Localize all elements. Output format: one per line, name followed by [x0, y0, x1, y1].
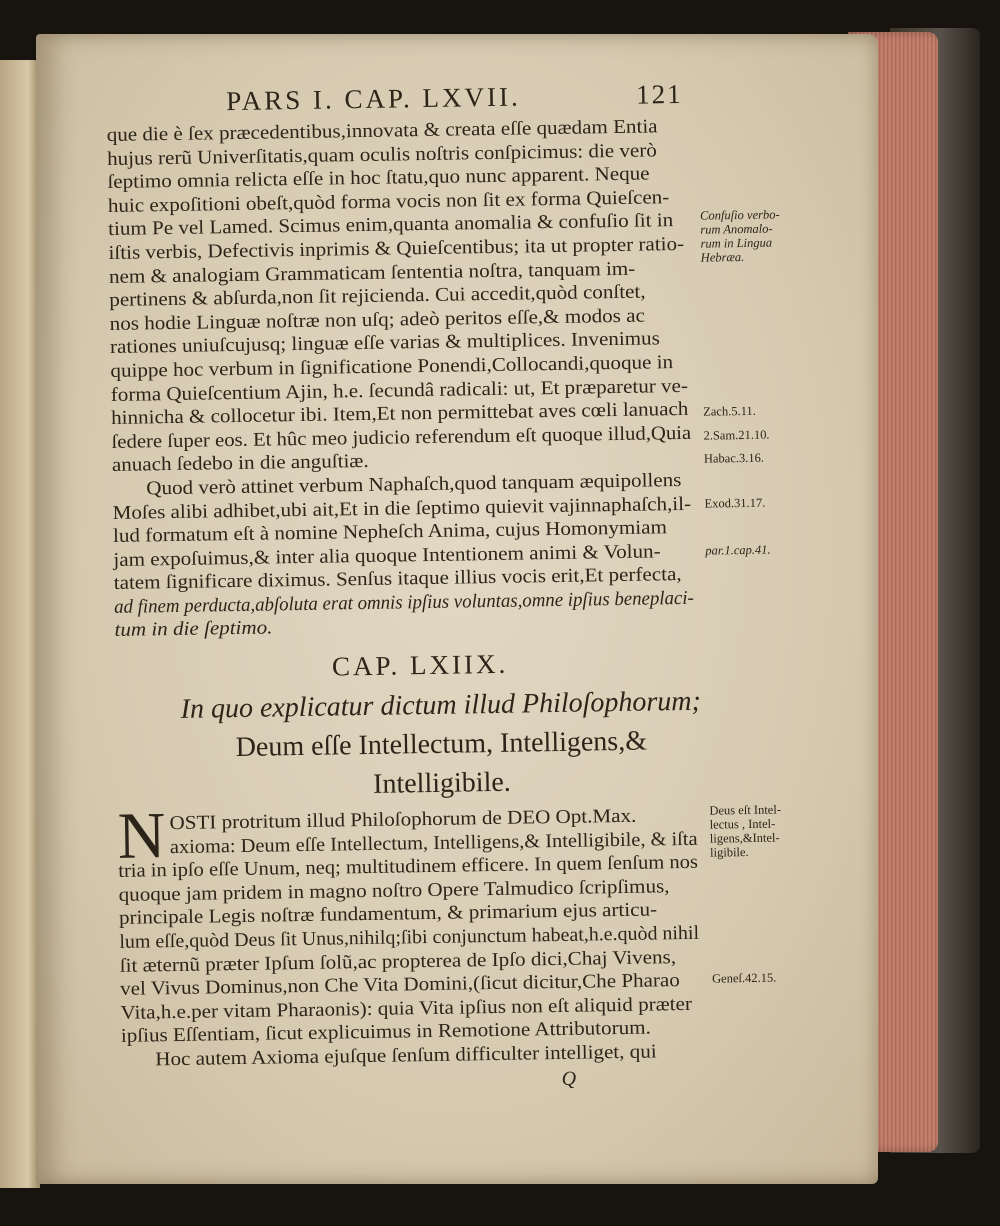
text-line: nos hodie Linguæ noſtræ non uſq; adeò peritos eſſe,& modos ac — [109, 305, 646, 335]
page-text-block — [106, 77, 812, 1102]
paragraph-3 — [117, 799, 811, 1072]
margin-note-sam: 2.Sam.21.10. — [703, 427, 770, 443]
paragraph-1 — [107, 113, 802, 478]
catchword-text: Q — [561, 1067, 577, 1090]
text-line: hujus rerũ Univerſitatis,quam oculis noſtris conſpicimus: die verò — [106, 139, 658, 170]
heading-line-1: In quo explicatur dictum illud Philoſophorum; — [180, 685, 702, 725]
text-line: quoque jam pridem in magno noſtro Opere Talmudico ſcripſimus, — [118, 876, 670, 906]
margin-note-exod: Exod.31.17. — [704, 495, 766, 511]
margin-note-genes: Geneſ.42.15. — [711, 970, 777, 986]
heading-line-2: Deum eſſe Intellectum, Intelligens,& — [235, 725, 648, 764]
text-line: OSTI protritum illud Philoſophorum de DEO Opt.Max. — [169, 805, 637, 835]
previous-page-edge — [0, 60, 40, 1188]
text-line: anuach ſedebo in die anguſtiæ. — [111, 451, 369, 477]
text-line: ſedere ſuper eos. Et hûc meo judicio referendum eſt quoque illud,Quia — [111, 422, 692, 453]
text-line: hinnicha & collocetur ibi. Item,Et non permittebat aves cœli lanuach — [111, 399, 689, 430]
text-line: Hoc autem Axioma ejuſque ſenſum difficulter intelliget, qui — [155, 1041, 657, 1071]
text-line: lud formatum eſt à nomine Nepheſch Anima, cujus Homonymiam — [112, 517, 668, 548]
text-line: ad finem perducta,abſoluta erat omnis ipſius voluntas,omne ipſius beneplaci- — [113, 587, 694, 618]
drop-cap: N — [117, 799, 166, 873]
margin-note-deus: Deus eſt Intel- lectus , Intel- ligens,&Intel- ligibile. — [709, 802, 782, 860]
paragraph-2 — [112, 467, 805, 643]
text-line: principale Legis noſtræ fundamentum, & primarium ejus articu- — [118, 899, 658, 930]
text-line: axioma: Deum eſſe Intellectum, Intelligens,& Intelligibile, & iſta — [169, 828, 698, 858]
text-line: tria in ipſo eſſe Unum, neq; multitudinem efficere. In quem ſenſum nos — [118, 852, 699, 883]
page-number: 121 — [635, 78, 683, 110]
text-line: nem & analogiam Grammaticam ſententia noſtra, tanquam im- — [108, 258, 636, 288]
heading-line-3: Intelligibile. — [372, 766, 512, 800]
margin-note-zach: Zach.5.11. — [703, 403, 756, 419]
chapter-title: CAP. LXIIX. — [331, 648, 509, 682]
margin-note-par: par.1.cap.41. — [705, 542, 771, 558]
chapter-heading — [115, 680, 807, 809]
margin-note-habac: Habac.3.16. — [703, 450, 765, 466]
text-line: vel Vivus Dominus,non Che Vita Domini,(ſicut dicitur,Che Pharao — [119, 970, 681, 1001]
text-line: forma Quieſcentium Ajin, h.e. ſecundâ radicali: ut, Et præparetur ve- — [110, 375, 689, 406]
text-line: tum in die ſeptimo. — [114, 617, 273, 642]
book-page — [36, 34, 878, 1184]
margin-note-confusio: Confuſio verbo- rum Anomalo- rum in Lingua Hebræa. — [699, 207, 780, 265]
text-line: tatem ſignificare diximus. Senſus itaque illius vocis erit,Et perfecta, — [113, 564, 682, 595]
text-line: lum eſſe,quòd Deus ſit Unus,nihilq;ſibi conjunctum habeat,h.e.quòd nihil — [119, 922, 700, 953]
text-line: tium Pe vel Lamed. Scimus enim,quanta anomalia & confuſio ſit in — [108, 210, 674, 241]
text-line: ſit æternũ præter Ipſum ſolũ,ac propterea de Ipſo dici,Chaj Vivens, — [119, 946, 677, 977]
text-line: iſtis verbis, Defectivis inprimis & Quieſcentibus; ita ut propter ratio- — [108, 233, 685, 264]
text-line: Quod verò attinet verbum Naphaſch,quod tanquam æquipollens — [146, 469, 682, 500]
text-line: pertinens & abſurda,non ſit rejicienda. Cui accedit,quòd conſtet, — [109, 281, 646, 312]
text-line: quippe hoc verbum in ſignificatione Ponendi,Collocandi,quoque in — [110, 352, 674, 382]
text-line: rationes uniuſcujusq; linguæ eſſe varias & multiplices. Invenimus — [109, 328, 660, 359]
text-line: que die è ſex præcedentibus,innovata & creata eſſe quædam Entia — [106, 116, 658, 146]
text-line: Moſes alibi adhibet,ubi ait,Et in die ſeptimo quievit vajinnaphaſch,il- — [112, 493, 692, 524]
text-line: jam expoſuimus,& inter alia quoque Intentionem animi & Volun- — [113, 541, 661, 571]
running-head-title: PARS I. CAP. LXVII. — [225, 81, 521, 117]
text-line: ſeptimo omnia relicta eſſe in hoc ſtatu,quo nunc apparent. Neque — [107, 163, 650, 194]
text-line: ipſius Eſſentiam, ſicut explicuimus in Remotione Attributorum. — [120, 1017, 651, 1048]
text-line: huic expoſitioni obeſt,quòd forma vocis non ſit ex forma Quieſcen- — [107, 186, 670, 217]
text-line: Vita,h.e.per vitam Pharaonis): quia Vita ipſius non eſt aliquid præter — [120, 993, 693, 1024]
